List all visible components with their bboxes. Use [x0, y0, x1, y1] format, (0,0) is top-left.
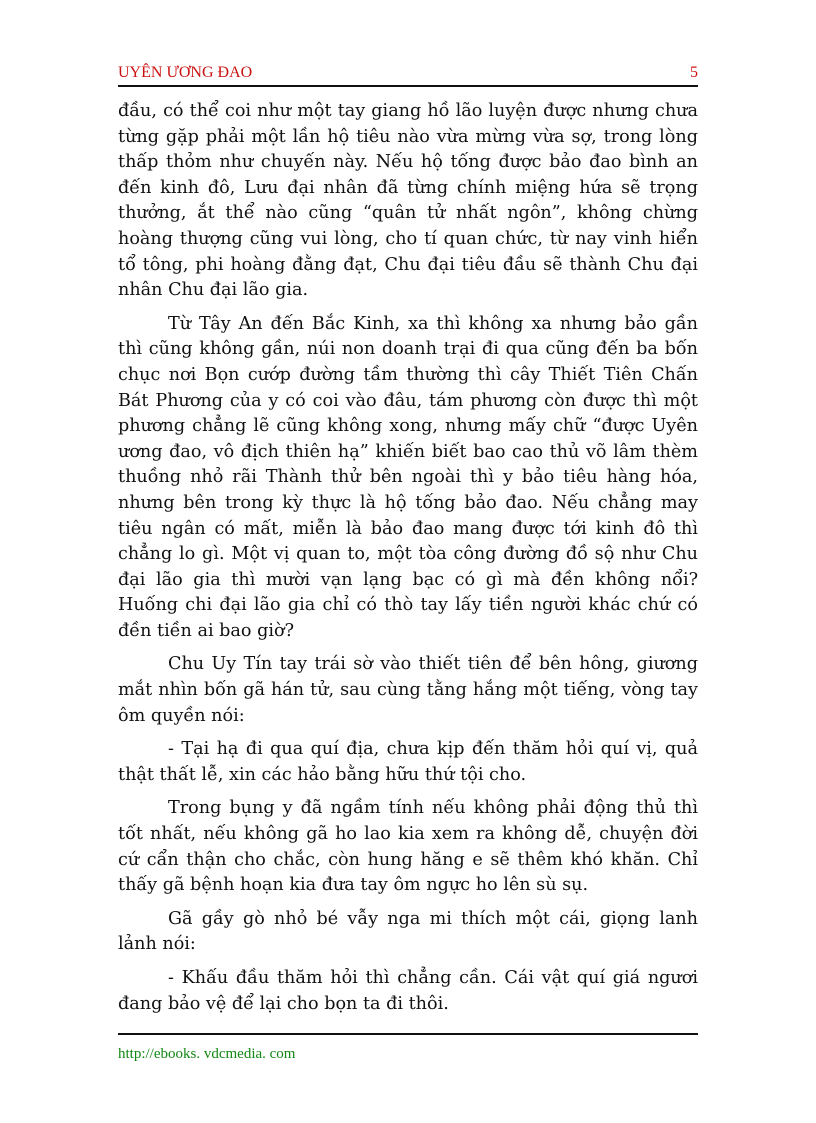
paragraph: - Khấu đầu thăm hỏi thì chẳng cần. Cái vật quí giá ngươi đang bảo vệ để lại cho bọn ta đi thôi. [118, 968, 698, 1014]
page-number: 5 [690, 64, 698, 81]
body-text [118, 99, 698, 1017]
page-header [118, 58, 698, 85]
page-content [118, 58, 698, 1025]
paragraph: Gã gầy gò nhỏ bé vẫy nga mi thích một cái, giọng lanh lảnh nói: [118, 908, 698, 955]
paragraph: Từ Tây An đến Bắc Kinh, xa thì không xa nhưng bảo gần thì cũng không gần, núi non doanh trại đi qua cũng đến ba bốn chục nơi Bọn cướp đường tầm thường thì cây Thiết Tiên Chấn Bát Phương của y có coi vào đâu, tám phương còn được thì một phương chẳng lẽ cũng không xong, nhưng mấy chữ “được Uyên ương đao, vô địch thiên hạ” khiến biết bao cao thủ võ lâm thèm thuồng nhỏ rãi Thành thử bên ngoài thì y bảo tiêu hàng hóa, nhưng bên trong kỳ thực là hộ tống bảo đao. Nếu chẳng may tiêu ngân có mất, miễn là bảo đao mang được tới kinh đô thì chẳng lo gì. Một vị quan to, một tòa công đường đồ sộ như Chu đại lão gia thì mười vạn lạng bạc có gì mà đền không nổi? Huống chi đại lão gia chỉ có thò tay lấy tiền người khác chứ có đền tiền ai bao giờ? [118, 313, 698, 641]
paragraph: Trong bụng y đã ngầm tính nếu không phải động thủ thì tốt nhất, nếu không gã ho lao kia xem ra không dễ, chuyện đời cứ cẩn thận cho chắc, còn hung hăng e sẽ thêm khó khăn. Chỉ thấy gã bệnh hoạn kia đưa tay ôm ngực ho lên sù sụ. [118, 798, 698, 896]
page-footer [118, 1033, 698, 1063]
footer-url-link[interactable]: http://ebooks. vdcmedia. com [118, 1046, 296, 1062]
footer-divider [118, 1033, 698, 1035]
paragraph: đầu, có thể coi như một tay giang hồ lão luyện được nhưng chưa từng gặp phải một lần hộ tiêu nào vừa mừng vừa sợ, trong lòng thấp thỏm như chuyến này. Nếu hộ tống được bảo đao bình an đến kinh đô, Lưu đại nhân đã từng chính miệng hứa sẽ trọng thưởng, ắt thể nào cũng “quân tử nhất ngôn”, không chừng hoàng thượng cũng vui lòng, cho tí quan chức, từ nay vinh hiển tổ tông, phi hoàng đằng đạt, Chu đại tiêu đầu sẽ thành Chu đại nhân Chu đại lão gia. [118, 101, 698, 301]
paragraph: - Tại hạ đi qua quí địa, chưa kịp đến thăm hỏi quí vị, quả thật thất lễ, xin các hảo bằng hữu thứ tội cho. [118, 739, 698, 785]
paragraph: Chu Uy Tín tay trái sờ vào thiết tiên để bên hông, giương mắt nhìn bốn gã hán tử, sau cùng tằng hắng một tiếng, vòng tay ôm quyền nói: [118, 654, 698, 726]
book-title: UYÊN ƯƠNG ĐAO [118, 64, 253, 81]
header-divider [118, 85, 698, 87]
